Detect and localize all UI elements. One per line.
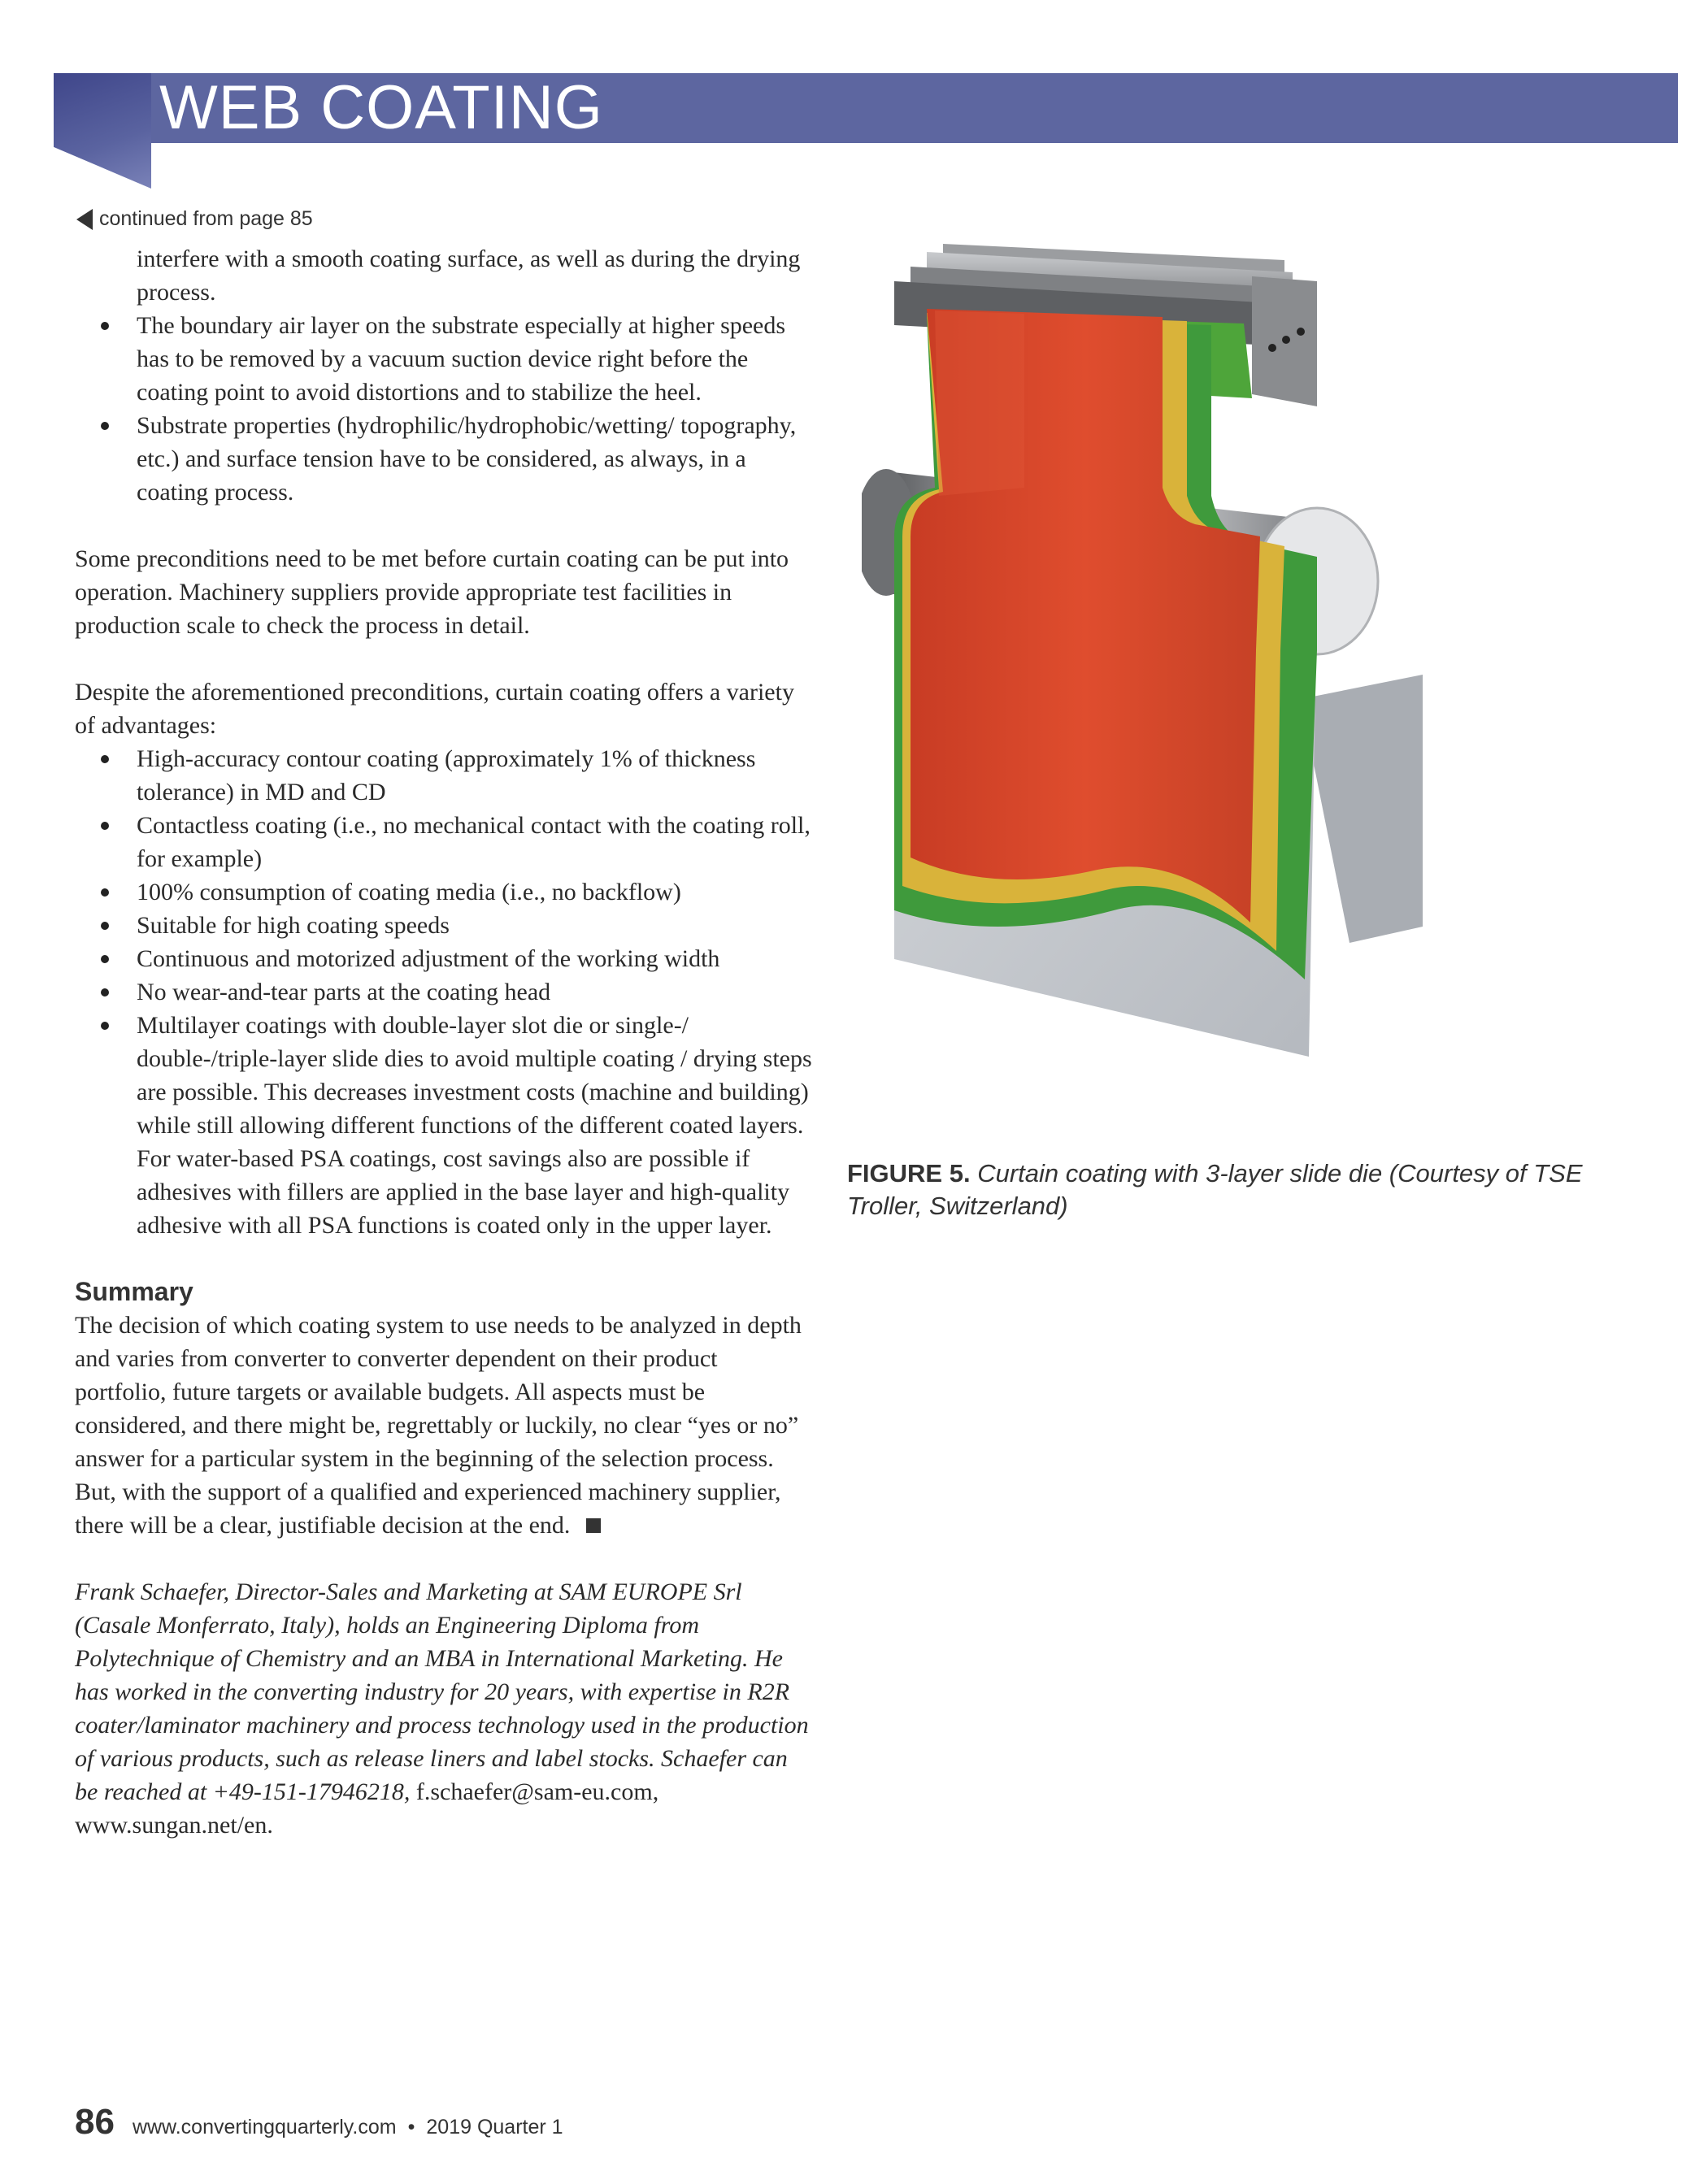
author-contact: f.schaefer@sam-eu.com, www.sungan.net/en. (75, 1778, 659, 1839)
footer-url[interactable]: www.convertingquarterly.com (132, 2116, 397, 2138)
footer-separator: • (407, 2116, 415, 2138)
footer-issue: 2019 Quarter 1 (426, 2116, 563, 2138)
list-item: No wear-and-tear parts at the coating head (75, 975, 815, 1009)
list-item: High-accuracy contour coating (approximately 1% of thickness tolerance) in MD and CD (75, 742, 815, 809)
author-bio (75, 1575, 815, 1842)
figure-caption (847, 1157, 1595, 1222)
summary-paragraph (75, 1309, 815, 1542)
page-number: 86 (75, 2102, 115, 2142)
substrate-back-sheet (1301, 675, 1423, 943)
figure-curtain-coating-illustration (862, 244, 1496, 1138)
summary-heading: Summary (75, 1277, 193, 1306)
list-item: Substrate properties (hydrophilic/hydrophobic/wetting/ topography, etc.) and surface tension have to be considered, as always, in a coating process. (75, 409, 815, 509)
continued-paragraph: interfere with a smooth coating surface, as well as during the drying process. (137, 245, 801, 306)
continued-text: continued from page 85 (99, 207, 313, 230)
summary-text: The decision of which coating system to use needs to be analyzed in depth and varies from converter to converter dependent on their product portfolio, future targets or available budgets. All aspects must be considered, and there might be, regrettably or luckily, no clear “yes or no” answer for a particular system in the beginning of the selection process. But, with the support of a qualified and experienced machinery supplier, there will be a clear, justifiable decision at the end. (75, 1312, 802, 1539)
bullet-list-preconditions (75, 309, 815, 509)
list-item: 100% consumption of coating media (i.e., no backflow) (75, 875, 815, 909)
header-tab-accent (54, 73, 151, 189)
triangle-left-icon (76, 209, 93, 230)
section-title: WEB COATING (159, 73, 603, 142)
end-of-article-mark (586, 1518, 601, 1533)
list-item: Multilayer coatings with double-layer slot die or single-/ double-/triple-layer slide dies to avoid multiple coating / drying steps are possible. This decreases investment costs (machine and building) while still allowing different functions of the different coated layers. For water-based PSA coatings, cost savings also are possible if adhesives with fillers are applied in the base layer and high-quality adhesive with all PSA functions is coated only in the upper layer. (75, 1009, 815, 1242)
red-layer-highlight (935, 310, 1024, 496)
list-item: Suitable for high coating speeds (75, 909, 815, 942)
continued-note (76, 207, 313, 231)
figure-caption-text: Curtain coating with 3-layer slide die (Courtesy of TSE Troller, Switzerland) (847, 1159, 1583, 1220)
page-footer (75, 2102, 563, 2143)
paragraph-advantages-intro: Despite the aforementioned preconditions, curtain coating offers a variety of advantages: (75, 679, 794, 739)
paragraph-preconditions: Some preconditions need to be met before curtain coating can be put into operation. Machinery suppliers provide appropriate test facilities in production scale to check the process in detail. (75, 545, 789, 639)
figure-label: FIGURE 5. (847, 1159, 971, 1188)
bullet-list-advantages (75, 742, 815, 1242)
list-item: Continuous and motorized adjustment of the working width (75, 942, 815, 975)
list-item: The boundary air layer on the substrate especially at higher speeds has to be removed by a vacuum suction device right before the coating point to avoid distortions and to stabilize the heel. (75, 309, 815, 409)
list-item: Contactless coating (i.e., no mechanical contact with the coating roll, for example) (75, 809, 815, 875)
author-bio-text: Frank Schaefer, Director-Sales and Marketing at SAM EUROPE Srl (Casale Monferrato, Italy), holds an Engineering Diploma from Polytechnique of Chemistry and an MBA in International Marketing. He has worked in the converting industry for 20 years, with expertise in R2R coater/laminator machinery and process technology used in the production of various products, such as release liners and label stocks. Schaefer can be reached at +49-151-17946218, (75, 1578, 809, 1805)
left-column (75, 242, 815, 1842)
